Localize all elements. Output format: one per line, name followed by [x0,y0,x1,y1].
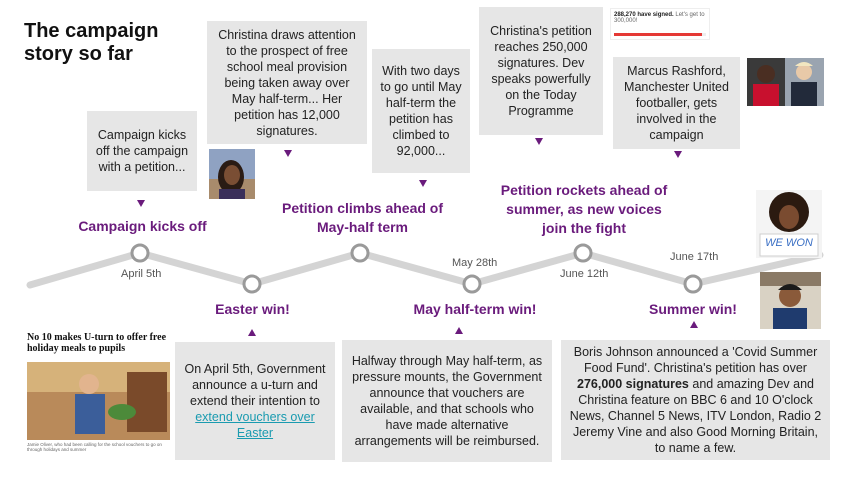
timeline-node-april5 [132,245,148,261]
timeline-node-petition-climbs [352,245,368,261]
box-halfway-text: Halfway through May half-term, as pressure mounts, the Government announce that vouchers are available, and that schools who have made alternative arrangements will be reimbursed. [351,354,543,448]
we-won-photo [756,190,822,258]
box-rashford-text: Marcus Rashford, Manchester United footballer, gets involved in the campaign [624,64,729,142]
box-christina-draws [207,21,367,144]
dev-photo [760,272,821,329]
petition-snippet [610,8,710,40]
box-two-days [372,49,470,173]
box-summer-text-pre: Boris Johnson announced a 'Covid Summer Food Fund'. Christina's petition has over [573,345,818,375]
rashford-johnson-photo [747,58,824,106]
box-summer-text-bold: 276,000 signatures [577,377,689,391]
timeline-node-june12 [575,245,591,261]
arrow-down-icon [535,138,543,145]
arrow-up-icon [690,321,698,328]
box-christina-draws-text: Christina draws attention to the prospect of free school meal provision being taken away over May half-term... Her petition has 12,000 signatures. [218,27,356,138]
date-june17: June 17th [670,251,719,263]
date-may28: May 28th [452,257,498,269]
box-easter-text [181,361,329,441]
page-title: The campaign story so far [24,20,159,65]
news-article [27,332,177,452]
box-two-days-text: With two days to go until May half-term the petition has climbed to 92,000... [380,64,462,158]
arrow-up-icon [455,327,463,334]
date-june12: June 12th [560,268,609,280]
petition-progress-fill [614,33,702,36]
timeline-node-june17 [685,276,701,292]
date-april5: April 5th [121,268,162,280]
timeline-node-easter [244,276,260,292]
petition-progress-bar [614,33,706,36]
christina-photo [209,149,255,199]
news-photo [27,362,170,440]
box-summer-text-post: and amazing Dev and Christina feature on BBC 6 and 10 O'clock News, Channel 5 News, ITV London, Radio 2 Jeremy Vine and also Good Morning Britain, to name a few. [569,377,822,455]
box-rashford [613,57,740,149]
arrow-up-icon [248,329,256,336]
arrow-down-icon [284,150,292,157]
news-headline: No 10 makes U-turn to offer free holiday meals to pupils [27,332,167,354]
box-easter-text-pre: On April 5th, Government announce a u-turn and extend their intention to [184,362,326,408]
arrow-down-icon [419,180,427,187]
box-halfway [342,340,552,462]
milestone-kicks-off: Campaign kicks off [78,218,207,234]
box-reaches-250k [479,7,603,135]
timeline-node-may28 [464,276,480,292]
milestone-petition-climbs: Petition climbs ahead of May-half term [281,200,444,235]
box-summer-text [567,344,824,456]
arrow-down-icon [674,151,682,158]
we-won-sign: WE WON [765,237,813,249]
milestone-easter: Easter win! [215,301,290,317]
petition-cta: Let's get to 300,000! [614,12,705,24]
milestone-may-half-term: May half-term win! [413,301,537,317]
box-summer [561,340,830,460]
box-kicks-off [87,111,197,191]
petition-count: 288,270 have signed. [614,12,674,18]
box-reaches-text: Christina's petition reaches 250,000 signatures. Dev speaks powerfully on the Today Programme [490,24,592,118]
extend-vouchers-link[interactable]: extend vouchers over Easter [195,410,315,440]
news-caption: Jamie Oliver, who had been calling for the school vouchers to go on through holidays and summer [27,442,162,452]
box-kicks-off-text: Campaign kicks off the campaign with a petition... [95,128,189,174]
box-easter [175,342,335,460]
milestone-summer: Summer win! [649,301,737,317]
milestone-rockets: Petition rockets ahead of summer, as new voices join the fight [500,182,668,236]
arrow-down-icon [137,200,145,207]
